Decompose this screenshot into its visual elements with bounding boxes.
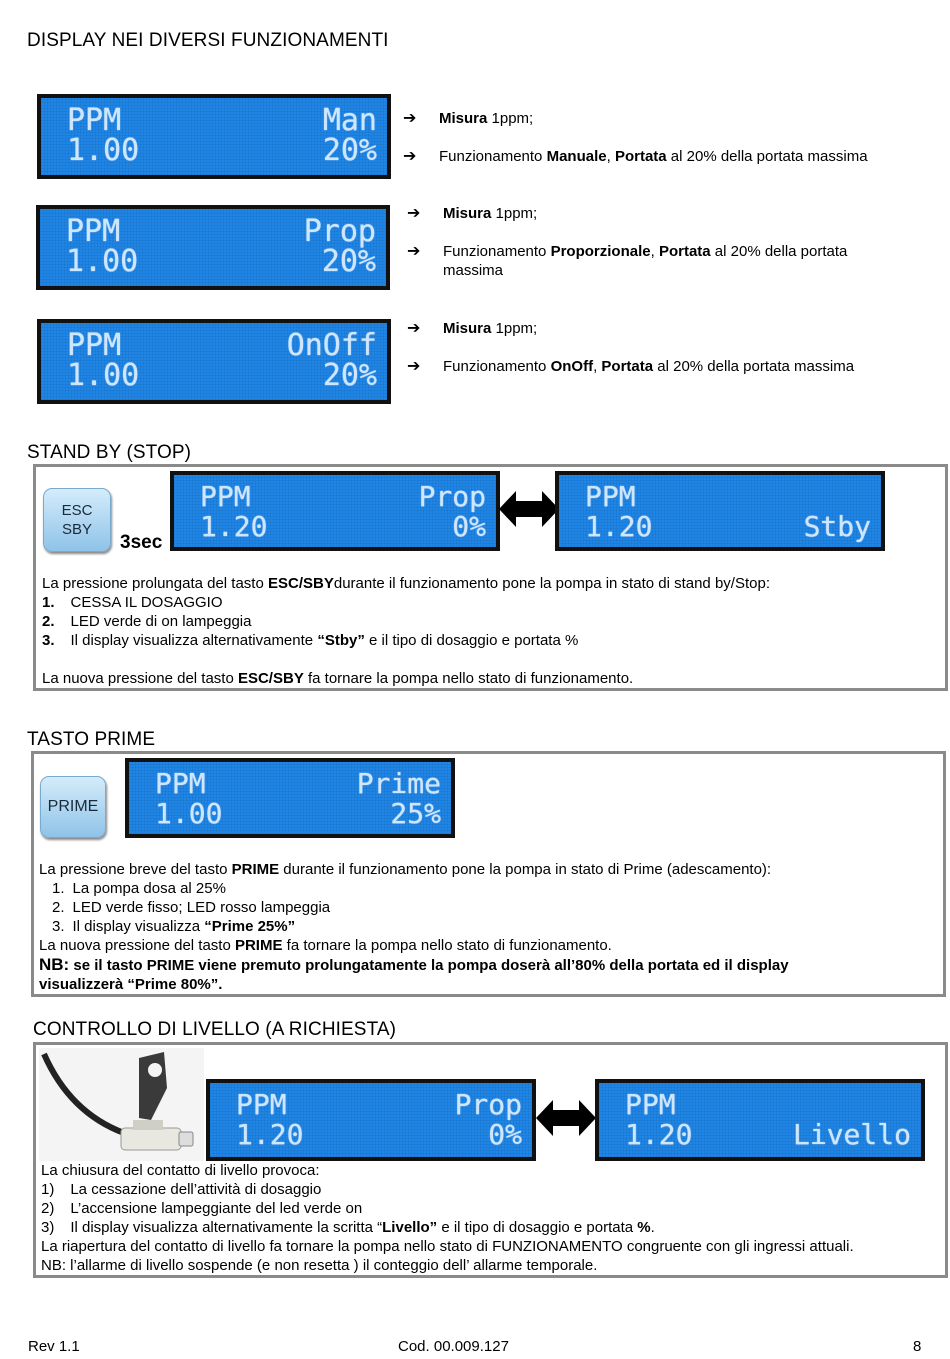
lcd-text: 1.00 bbox=[67, 358, 140, 393]
lcd-text: 1.20 bbox=[625, 1118, 693, 1151]
standby-panel bbox=[33, 464, 948, 691]
lcd-text: PPM bbox=[585, 480, 636, 513]
list-item: ➔ Misura 1ppm; bbox=[403, 110, 534, 127]
arrow-icon: ➔ bbox=[407, 320, 421, 337]
list-item: 2) L’accensione lampeggiante del led verde on bbox=[41, 1200, 363, 1217]
section-heading-standby: STAND BY (STOP) bbox=[27, 442, 192, 463]
lcd-text: 1.00 bbox=[67, 133, 140, 168]
prime-key-icon bbox=[40, 776, 106, 838]
lcd-text: 1.20 bbox=[585, 510, 653, 543]
lcd-text: PPM bbox=[236, 1088, 287, 1121]
lcd-text: PPM bbox=[67, 328, 122, 363]
esc-sby-key-icon bbox=[43, 488, 111, 552]
level-sensor-image bbox=[39, 1048, 204, 1161]
lcd-text: Livello bbox=[792, 1118, 911, 1151]
list-item: ➔ Funzionamento Manuale, Portata al 20% della portata massima bbox=[403, 148, 868, 165]
arrow-icon: ➔ bbox=[407, 358, 421, 375]
list-item: 1. La pompa dosa al 25% bbox=[52, 880, 226, 897]
lcd-text: Stby bbox=[803, 510, 871, 543]
list-item: 2. LED verde fisso; LED rosso lampeggia bbox=[52, 899, 331, 916]
standby-description: La pressione prolungata del tasto ESC/SBYdurante il funzionamento pone la pompa in stato di stand by/Stop: 1. CESSA IL DOSAGGIO 2. LED verde di on lampeggia 3. Il display visualizza alternativamente “Stby” e il tipo di dosaggio e portata % La nuova pressione del tasto ESC/SBY fa tornare la pompa nello stato di funzionamento. bbox=[42, 575, 770, 687]
lcd-display-prop bbox=[36, 205, 390, 290]
arrow-icon: ➔ bbox=[407, 243, 421, 260]
list-item: 1) La cessazione dell’attività di dosaggio bbox=[41, 1181, 322, 1198]
lcd-text: 25% bbox=[390, 797, 441, 830]
list-item: 3) Il display visualizza alternativamente la scritta “Livello” e il tipo di dosaggio e portata %. bbox=[41, 1219, 655, 1236]
lcd-text: 0% bbox=[488, 1118, 522, 1151]
hold-duration-label: 3sec bbox=[120, 532, 163, 553]
lcd-display-prime bbox=[125, 758, 455, 838]
arrow-icon: ➔ bbox=[407, 205, 421, 222]
lcd-text: 20% bbox=[321, 244, 376, 279]
bullet-list bbox=[403, 319, 854, 395]
lcd-text: 20% bbox=[322, 358, 377, 393]
lcd-text: 1.00 bbox=[155, 797, 223, 830]
bullet-list bbox=[403, 109, 868, 185]
bullet-list bbox=[403, 204, 903, 299]
lcd-display-stby bbox=[555, 471, 885, 551]
key-label: ESC bbox=[61, 502, 93, 519]
list-item: 3. Il display visualizza “Prime 25%” bbox=[52, 918, 296, 935]
footer-code: Cod. 00.009.127 bbox=[398, 1338, 509, 1355]
lcd-text: PPM bbox=[625, 1088, 676, 1121]
list-item: 2. LED verde di on lampeggia bbox=[42, 613, 252, 630]
double-arrow-icon bbox=[499, 487, 559, 539]
lcd-text: 1.00 bbox=[66, 244, 139, 279]
lcd-text: Prop bbox=[303, 214, 376, 249]
arrow-icon: ➔ bbox=[403, 148, 417, 165]
lcd-text: PPM bbox=[67, 103, 122, 138]
lcd-text: 0% bbox=[452, 510, 486, 543]
lcd-text: Prime bbox=[356, 767, 441, 800]
lcd-text: Prop bbox=[418, 480, 486, 513]
lcd-display-onoff bbox=[37, 319, 391, 404]
lcd-text: PPM bbox=[155, 767, 206, 800]
lcd-text: PPM bbox=[200, 480, 251, 513]
lcd-display-livello bbox=[595, 1079, 925, 1161]
footer-page-number: 8 bbox=[913, 1338, 922, 1355]
lcd-text: OnOff bbox=[286, 328, 377, 363]
lcd-display-manual bbox=[37, 94, 391, 179]
list-item: ➔ Funzionamento OnOff, Portata al 20% della portata massima bbox=[407, 358, 855, 375]
double-arrow-icon bbox=[536, 1096, 596, 1148]
lcd-display-prop bbox=[170, 471, 500, 551]
section-heading-livello: CONTROLLO DI LIVELLO (A RICHIESTA) bbox=[33, 1019, 397, 1040]
list-item: ➔ Misura 1ppm; bbox=[407, 320, 538, 337]
lcd-display-prop bbox=[206, 1079, 536, 1161]
prime-description: La pressione breve del tasto PRIME durante il funzionamento pone la pompa in stato di Prime (adescamento): 1. La pompa dosa al 25% 2. LED verde fisso; LED rosso lampeggia 3. Il display visualizza “Prime 25%” La nuova pressione del tasto PRIME fa tornare la pompa nello stato di funzionamento. NB: se il tasto PRIME viene premuto prolungatamente la pompa doserà all’80% della portata ed il display visualizzerà “Prime 80%”. bbox=[39, 861, 789, 993]
livello-panel bbox=[33, 1042, 948, 1278]
page-title: DISPLAY NEI DIVERSI FUNZIONAMENTI bbox=[27, 30, 389, 51]
livello-description: La chiusura del contatto di livello provoca: 1) La cessazione dell’attività di dosaggio 2) L’accensione lampeggiante del led verde on 3) Il display visualizza alternativamente la scritta “Livello” e il tipo di dosaggio e portata %. La riapertura del contatto di livello fa tornare la pompa nello stato di FUNZIONAMENTO congruente con gli ingressi attuali. NB: l’allarme di livello sospende (e non resetta ) il conteggio dell’ allarme temporale. bbox=[41, 1162, 854, 1274]
list-item: 1. CESSA IL DOSAGGIO bbox=[42, 594, 223, 611]
arrow-icon: ➔ bbox=[403, 110, 417, 127]
list-item: 3. Il display visualizza alternativamente “Stby” e il tipo di dosaggio e portata % bbox=[42, 632, 579, 649]
prime-panel bbox=[31, 751, 946, 997]
footer-revision: Rev 1.1 bbox=[28, 1338, 80, 1355]
key-label: SBY bbox=[61, 521, 92, 538]
list-item: ➔ Funzionamento Proporzionale, Portata al 20% della portata massima bbox=[407, 243, 848, 279]
lcd-text: Man bbox=[322, 103, 377, 138]
key-label: PRIME bbox=[47, 798, 99, 815]
lcd-text: 1.20 bbox=[200, 510, 268, 543]
list-item: ➔ Misura 1ppm; bbox=[407, 205, 538, 222]
lcd-text: 1.20 bbox=[236, 1118, 304, 1151]
section-heading-prime: TASTO PRIME bbox=[27, 729, 156, 750]
lcd-text: PPM bbox=[66, 214, 121, 249]
lcd-text: 20% bbox=[322, 133, 377, 168]
lcd-text: Prop bbox=[454, 1088, 522, 1121]
